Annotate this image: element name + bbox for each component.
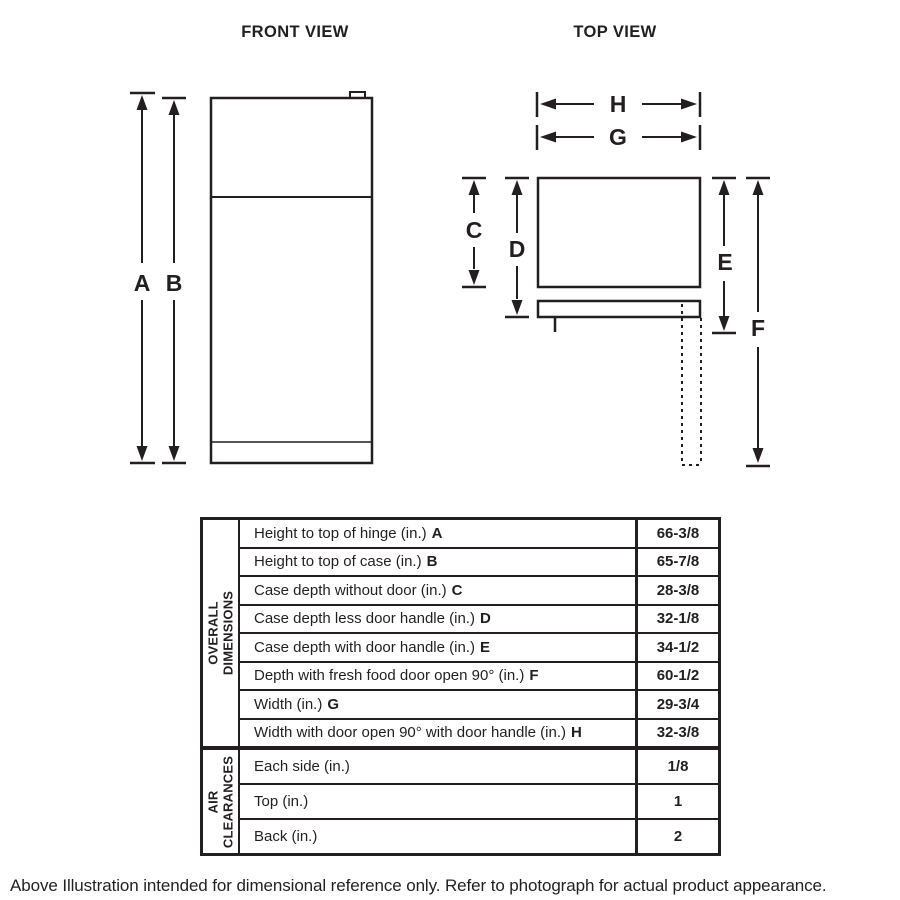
dimension-label: Height to top of case (in.) B (254, 553, 438, 571)
dimension-label: Case depth without door (in.) C (254, 581, 463, 599)
clearance-label: Back (in.) (254, 828, 318, 845)
section-header-line: CLEARANCES (219, 755, 235, 848)
dimension-value: 32-1/8 (635, 606, 718, 633)
dimension-value: 32-3/8 (635, 720, 718, 747)
dimension-key: E (479, 638, 490, 656)
dim-f-label: F (750, 315, 766, 341)
dimension-value: 65-7/8 (635, 549, 718, 576)
dimension-key: D (479, 610, 491, 628)
top-view-drawing (462, 91, 770, 466)
dimension-value: 28-3/8 (635, 577, 718, 604)
dimension-value: 34-1/2 (635, 634, 718, 661)
clearance-value: 1 (635, 785, 718, 818)
table-row (240, 604, 718, 633)
dim-e-label: E (717, 249, 733, 275)
dim-g-arrow (537, 124, 700, 150)
section-header-line: AIR (205, 790, 220, 814)
dim-b-label: B (165, 270, 183, 296)
dim-d-label: D (508, 236, 526, 262)
dim-c-label: C (465, 217, 483, 243)
case-outline-top (538, 178, 700, 287)
overall-dimensions-section (203, 520, 718, 746)
table-row (240, 750, 718, 783)
table-row (240, 818, 718, 853)
section-header-line: DIMENSIONS (219, 590, 235, 676)
air-clearances-header (203, 750, 240, 853)
section-header-line: OVERALL (205, 601, 220, 665)
dimension-label: Case depth less door handle (in.) D (254, 610, 491, 628)
table-row (240, 661, 718, 690)
clearance-value: 2 (635, 820, 718, 853)
table-row (240, 632, 718, 661)
dim-c-arrow (462, 178, 486, 287)
dimension-key: H (571, 724, 582, 742)
hinge-cap (350, 92, 365, 98)
fridge-outline (211, 98, 372, 463)
table-row (240, 547, 718, 576)
dim-a-arrow (130, 93, 155, 463)
clearance-label: Top (in.) (254, 793, 309, 810)
dimension-key: B (426, 553, 438, 571)
clearance-value: 1/8 (635, 750, 718, 783)
spec-table (200, 517, 721, 856)
table-row (240, 520, 718, 547)
dimension-label: Case depth with door handle (in.) E (254, 638, 490, 656)
dim-e-arrow (712, 178, 736, 333)
table-row (240, 689, 718, 718)
front-view-title: FRONT VIEW (241, 23, 349, 41)
air-clearances-section (203, 746, 718, 853)
table-row (240, 718, 718, 747)
dim-h-label: H (609, 91, 627, 117)
dimension-key: C (451, 581, 463, 599)
dimension-key: F (529, 667, 539, 685)
dimension-key: G (327, 695, 340, 713)
dim-d-arrow (505, 178, 529, 317)
dimension-label: Width (in.) G (254, 695, 340, 713)
dimension-label: Height to top of hinge (in.) A (254, 524, 443, 542)
table-row (240, 783, 718, 818)
door-open-dashed-outline (682, 304, 701, 465)
overall-dimensions-header (203, 520, 240, 746)
table-row (240, 575, 718, 604)
dim-a-label: A (133, 270, 151, 296)
dimension-key: A (431, 524, 443, 542)
dim-h-arrow (537, 91, 700, 117)
dimension-value: 60-1/2 (635, 663, 718, 690)
caption: Above Illustration intended for dimensional reference only. Refer to photograph for actual product appearance. (10, 876, 827, 895)
dim-f-arrow (746, 178, 770, 466)
dimension-value: 29-3/4 (635, 691, 718, 718)
dimension-label: Width with door open 90° with door handle (in.) H (254, 724, 582, 742)
dim-b-arrow (162, 98, 186, 463)
top-view-title: TOP VIEW (573, 23, 657, 41)
front-view-drawing (130, 92, 372, 463)
dimension-value: 66-3/8 (635, 520, 718, 547)
clearance-label: Each side (in.) (254, 758, 350, 775)
door-outline-top (538, 301, 700, 317)
dimension-label: Depth with fresh food door open 90° (in.) F (254, 667, 539, 685)
dim-g-label: G (609, 124, 627, 150)
